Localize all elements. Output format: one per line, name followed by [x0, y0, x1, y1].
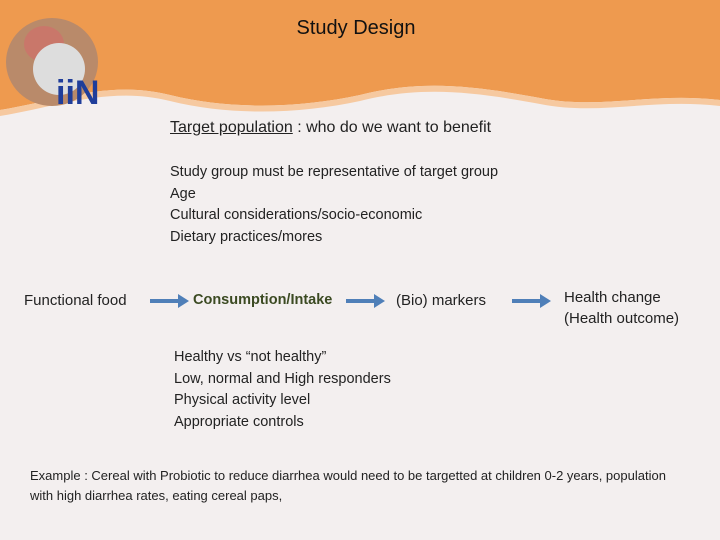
flow-functional-food: Functional food: [24, 292, 127, 309]
health-change-label: Health change: [564, 289, 661, 306]
health-outcome-label: (Health outcome): [564, 310, 680, 327]
slide-title: Study Design: [296, 17, 416, 39]
target-heading-label: Target population: [170, 119, 293, 136]
list-item: Appropriate controls: [174, 413, 304, 430]
svg-text:iiN: iiN: [56, 74, 100, 106]
factors-list: [174, 347, 391, 433]
arrow-right-icon: [150, 293, 190, 309]
example-text: Example : Cereal with Probiotic to reduce diarrhea would need to be targetted at children 0-2 years, population with high diarrhea rates, eating cereal paps,: [30, 468, 666, 503]
arrow-right-icon: [512, 293, 552, 309]
iin-logo: [4, 14, 106, 106]
list-item: Cultural considerations/socio-economic: [170, 207, 423, 223]
list-item: Physical activity level: [174, 392, 311, 408]
criteria-list: [170, 162, 498, 248]
list-item: Study group must be representative of target group: [170, 164, 499, 180]
target-heading-rest: : who do we want to benefit: [292, 119, 492, 136]
arrow-right-icon: [346, 293, 386, 309]
target-population-heading: [170, 119, 491, 137]
flow-bio-markers: (Bio) markers: [396, 292, 487, 309]
list-item: Low, normal and High responders: [174, 370, 391, 387]
list-item: Healthy vs “not healthy”: [174, 349, 327, 365]
flow-health-change: [564, 287, 679, 329]
flow-consumption-intake: Consumption/Intake: [193, 292, 333, 308]
list-item: Age: [170, 185, 196, 202]
list-item: Dietary practices/mores: [170, 228, 323, 245]
